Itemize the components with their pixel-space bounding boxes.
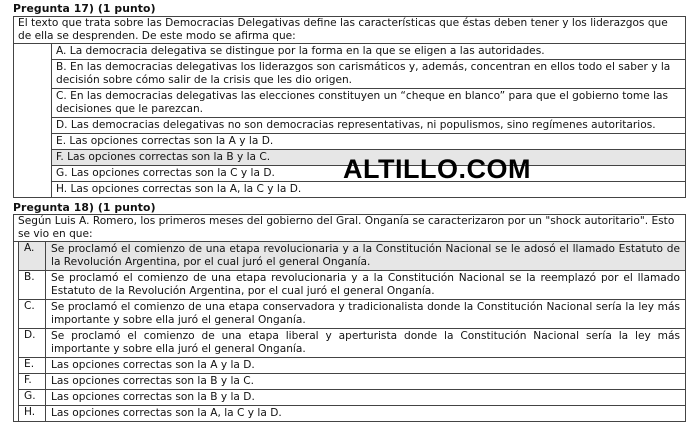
option-text: Las opciones correctas son la A, la C y la D. [51,407,282,419]
question-18-option-f[interactable] [19,374,685,390]
question-17-option-c[interactable]: C. En las democracias delegativas las elecciones constituyen un “cheque en blanco” para que el gobierno tome las decisiones que le parezcan. [52,89,685,118]
option-letter: B. [19,271,46,299]
question-18-stem: Según Luis A. Romero, los primeros meses del gobierno del Gral. Onganía se caracterizaron por un "shock autoritario". Esto se vio en que: [14,215,685,242]
option-text: Se proclamó el comienzo de una etapa revolucionaria y a la Constitución Nacional se la reemplazó por el llamado Estatuto de la Revolución Argentina, por el cual juró el general Onganía. [51,272,680,297]
option-text: Se proclamó el comienzo de una etapa liberal y aperturista donde la Constitución Nacional sería la ley más importante y sobre ella juró el general Onganía. [51,330,680,355]
question-18-option-b[interactable] [19,271,685,300]
option-text: Se proclamó el comienzo de una etapa revolucionaria y a la Constitución Nacional se le adosó el llamado Estatuto de la Revolución Argentina, por el cual juró el general Onganía. [51,243,680,268]
question-17-heading: Pregunta 17) (1 punto) [13,2,156,15]
question-18-option-e[interactable] [19,358,685,374]
option-letter: D. [19,329,46,357]
watermark-text: ALTILLO.COM [343,154,531,184]
option-letter: C. [19,300,46,328]
question-18-option-a[interactable] [19,242,685,271]
option-letter: E. [19,358,46,373]
option-text: Las opciones correctas son la B y la C. [51,375,255,387]
option-letter: G. [19,390,46,405]
question-18-option-d[interactable] [19,329,685,358]
question-17-stem: El texto que trata sobre las Democracias Delegativas define las características que éstas deben tener y los liderazgos que de ella se desprenden. De este modo se afirma que: [14,17,685,44]
question-17-option-h[interactable]: H. Las opciones correctas son la A, la C y la D. [56,183,302,195]
question-18-option-h[interactable] [19,406,685,421]
question-17-option-f[interactable]: F. Las opciones correctas son la B y la C. [52,150,685,166]
question-18-option-g[interactable] [19,390,685,406]
option-text: Se proclamó el comienzo de una etapa conservadora y tradicionalista donde la Constitución Nacional sería la ley más importante y sobre ella juró el general Onganía. [51,301,680,326]
question-17-option-d[interactable]: D. Las democracias delegativas no son democracias representativas, ni populismos, sino regímenes autoritarios. [52,118,685,134]
question-17-option-b[interactable]: B. En las democracias delegativas los liderazgos son carismáticos y, además, concentran en ellos todo el saber y la decisión sobre cómo salir de la crisis que les dio origen. [52,60,685,89]
question-17-option-a[interactable]: A. La democracia delegativa se distingue por la forma en la que se eligen a las autoridades. [52,44,685,60]
option-letter: F. [19,374,46,389]
option-text: Las opciones correctas son la A y la D. [51,359,255,371]
question-18-heading: Pregunta 18) (1 punto) [13,201,156,214]
question-17-option-e[interactable]: E. Las opciones correctas son la A y la D. [52,134,685,150]
question-18-option-c[interactable] [19,300,685,329]
question-17-option-g[interactable]: G. Las opciones correctas son la C y la D. [52,166,685,182]
question-18-options [18,242,685,421]
question-18-box [13,214,686,422]
option-text: Las opciones correctas son la B y la D. [51,391,255,403]
option-letter: H. [19,406,46,421]
option-letter: A. [19,242,46,270]
